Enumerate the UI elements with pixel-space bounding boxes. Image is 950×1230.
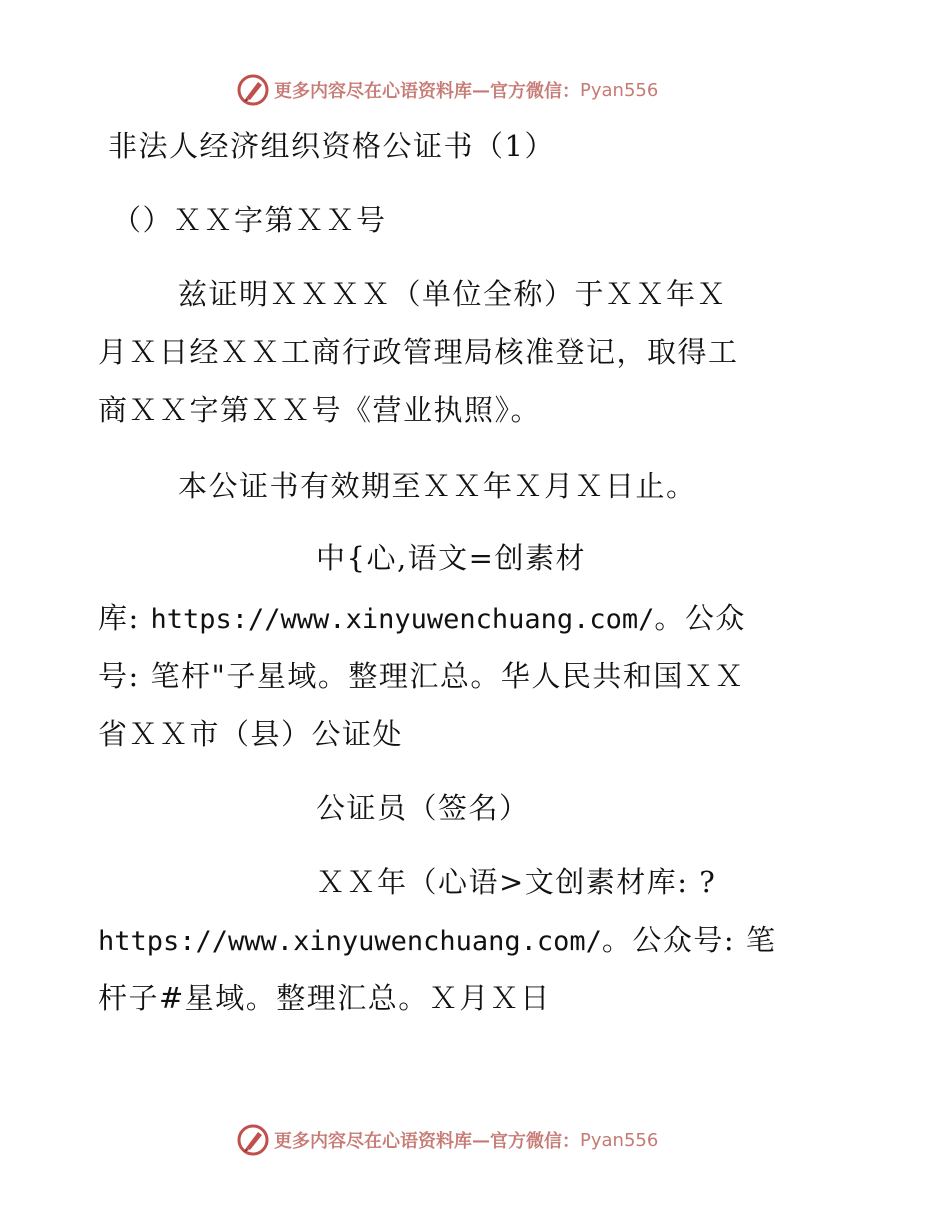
notary-line-3: 省ＸＸ市（县）公证处 [98, 717, 404, 751]
notary-lead: 中{心,语文=创素材 [316, 541, 586, 575]
notary-line-1-suffix: 。公众 [654, 601, 746, 635]
footer-brand-text: 更多内容尽在心语资料库 [274, 1131, 472, 1152]
date-lead: ＸＸ年（心语>文创素材库: ? [316, 865, 717, 899]
header-banner [236, 72, 658, 108]
footer-wechat-label: 官方微信： [490, 1131, 580, 1152]
signer-label: 公证员（签名） [316, 791, 530, 825]
banner-dash: — [472, 79, 490, 101]
paragraph-1-line-3: 商ＸＸ字第ＸＸ号《营业执照》。 [98, 393, 542, 427]
banner-wechat-label: 官方微信： [490, 81, 580, 102]
date-url: https://www.xinyuwenchuang.com/ [98, 926, 602, 957]
document-title: 非法人经济组织资格公证书（1） [108, 129, 555, 163]
document-number: （）ＸＸ字第ＸＸ号 [112, 203, 387, 237]
footer-dash: — [472, 1129, 490, 1151]
date-line-1-suffix: 。公众号: 笔 [601, 923, 777, 957]
notary-line-1 [98, 598, 746, 640]
validity-paragraph: 本公证书有效期至ＸＸ年Ｘ月Ｘ日止。 [178, 469, 697, 503]
footer-wechat-id: Pyan556 [580, 1129, 659, 1151]
paragraph-1-line-2: 月Ｘ日经ＸＸ工商行政管理局核准登记，取得工 [98, 335, 739, 369]
banner-wechat-id: Pyan556 [580, 79, 659, 101]
banner-brand-text: 更多内容尽在心语资料库 [274, 81, 472, 102]
notary-line-2: 号: 笔杆"子星域。整理汇总。华人民共和国ＸＸ [98, 659, 745, 693]
pen-logo-icon [236, 73, 270, 107]
footer-banner [236, 1122, 658, 1158]
notary-line-1-prefix: 库: [98, 601, 151, 635]
date-line-1 [98, 920, 776, 962]
date-line-2: 杆子#星域。整理汇总。Ｘ月Ｘ日 [98, 981, 551, 1015]
notary-url: https://www.xinyuwenchuang.com/ [150, 604, 655, 635]
pen-logo-icon [236, 1123, 270, 1157]
paragraph-1-line-1: 兹证明ＸＸＸＸ（单位全称）于ＸＸ年Ｘ [178, 277, 728, 311]
